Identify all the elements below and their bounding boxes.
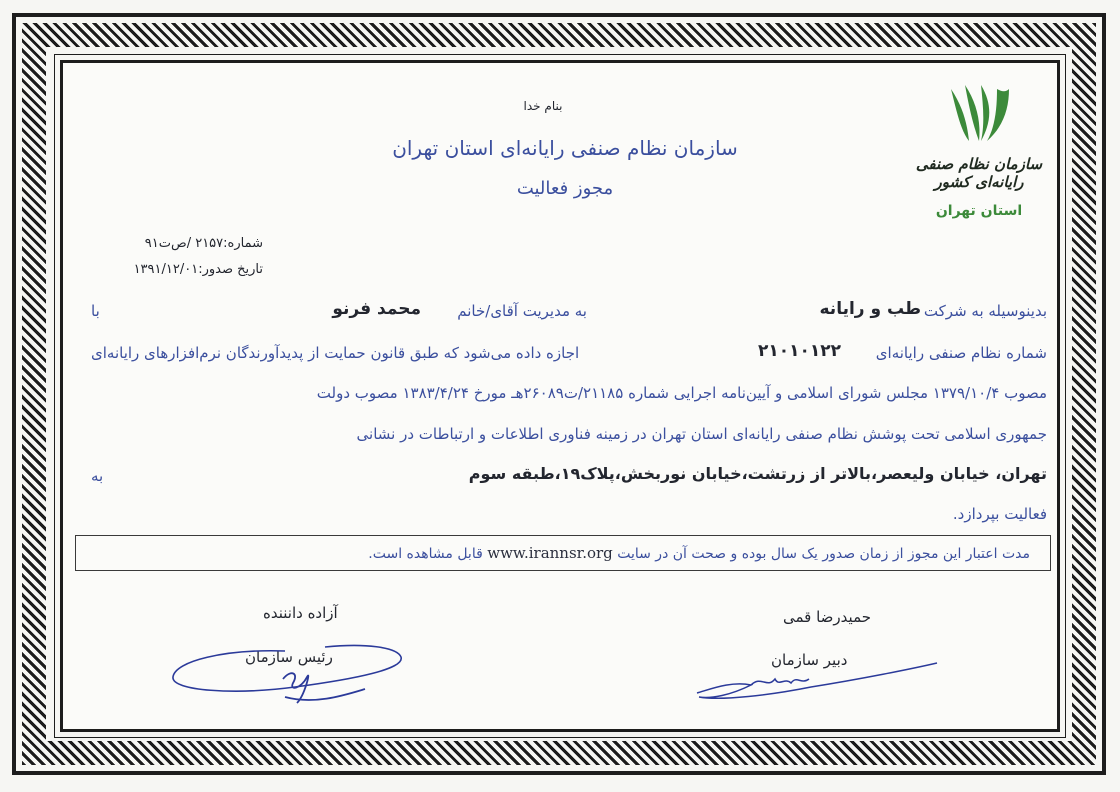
body-line4: جمهوری اسلامی تحت پوشش نظام صنفی رایانه‌ای استان تهران در زمینه فناوری اطلاعات و ارتباطات در نشانی [356,425,1047,443]
verification-link[interactable]: www.irannsr.org [487,544,613,562]
bismillah: بنام خدا [523,99,563,113]
license-number: شماره:۲۱۵۷ /ص‌ت۹۱ [144,236,263,251]
body-line6: فعالیت بپردازد. [952,505,1047,523]
business-address: تهران، خیابان ولیعصر،بالاتر از زرتشت،خیابان نوربخش،پلاک۱۹،طبقه سوم [468,464,1047,483]
notice-text-after: قابل مشاهده است. [368,546,483,562]
right-signatory-name: حمیدرضا قمی [783,608,872,626]
logo-org-name: سازمان نظام صنفی رایانه‌ای کشور [915,155,1043,191]
document-title: مجوز فعالیت [516,178,614,199]
issue-date: تاریخ صدور:۱۳۹۱/۱۲/۰۱ [133,262,263,277]
body-line5-end: به [91,467,104,485]
validity-notice [75,535,1051,571]
left-signatory-name: آزاده دانننده [263,604,338,622]
body-member-label: شماره نظام صنفی رایانه‌ای [875,344,1047,362]
org-title: سازمان نظام صنفی رایانه‌ای استان تهران [392,136,738,160]
left-signature-icon [165,639,415,719]
manager-name: محمد فرنو [332,299,421,319]
member-number: ۲۱۰۱۰۱۲۲ [757,341,841,361]
right-signatory-role: دبیر سازمان [771,651,848,669]
body-line2: اجازه داده می‌شود که طبق قانون حمایت از پدیدآورندگان نرم‌افزارهای رایانه‌ای [91,344,580,362]
org-logo-icon [947,83,1013,145]
body-intro: بدینوسیله به شرکت [923,302,1047,320]
company-name: طب و رایانه [819,299,921,319]
left-signatory-role: رئیس سازمان [245,648,333,666]
body-line1-end: با [91,302,100,320]
manager-label: به مدیریت آقای/خانم [457,302,587,320]
body-line3: مصوب ۱۳۷۹/۱۰/۴ مجلس شورای اسلامی و آیین‌نامه اجرایی شماره ۲۱۱۸۵/ت۲۶۰۸۹هـ مورخ ۱۳۸۳/۴/۲۴ مصوب دولت [316,384,1047,402]
notice-text-before: مدت اعتبار این مجوز از زمان صدور یک سال بوده و صحت آن در سایت [617,546,1030,562]
certificate-document [63,63,1057,729]
right-signature-icon [691,655,951,705]
logo-province: استان تهران [935,203,1023,219]
